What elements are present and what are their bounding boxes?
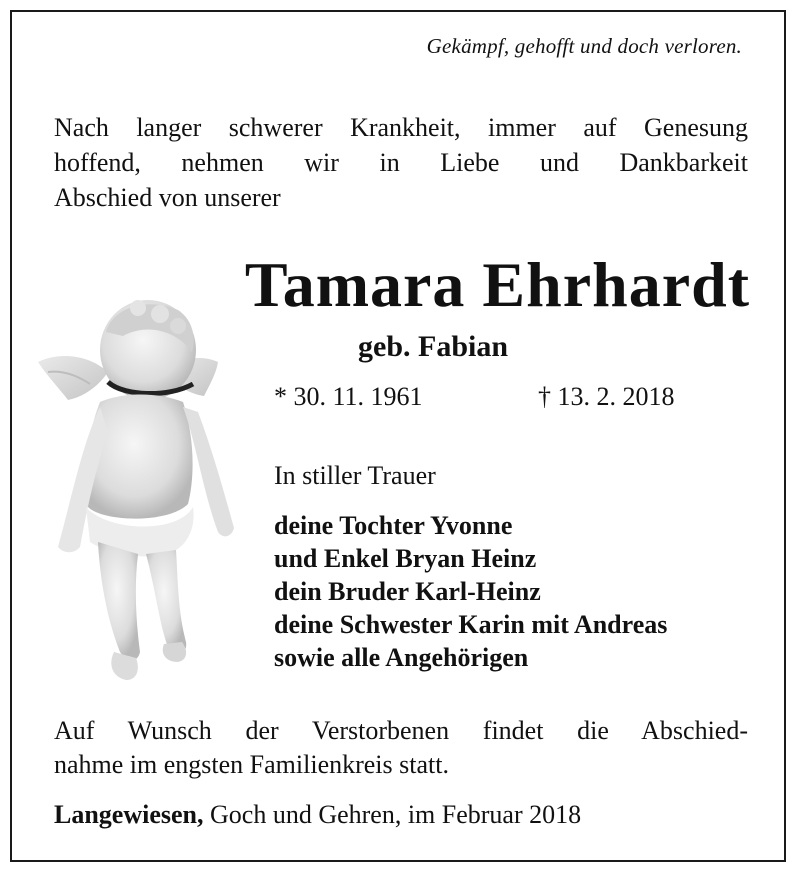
intro-line: Nach langer schwerer Krankheit, immer auf Genesung [54, 113, 748, 142]
angel-figure-icon [28, 292, 238, 692]
deceased-name: Tamara Ehrhardt [244, 249, 750, 320]
maiden-name: geb. Fabian [358, 330, 509, 363]
wish-line: Auf Wunsch der Verstorbenen findet die Abschied- [54, 716, 748, 745]
place-bold: Langewiesen, [54, 800, 204, 829]
family-member: dein Bruder Karl-Heinz [274, 577, 541, 606]
family-member: sowie alle Angehörigen [274, 643, 529, 672]
mourning-line: In stiller Trauer [274, 461, 436, 490]
intro-text [54, 110, 748, 215]
motto: Gekämpf, gehofft und doch verloren. [426, 34, 742, 58]
family-member: deine Schwester Karin mit Andreas [274, 610, 668, 639]
family-list [274, 509, 667, 674]
obituary-notice [10, 10, 786, 862]
death-date: † 13. 2. 2018 [538, 382, 675, 411]
family-member: deine Tochter Yvonne [274, 511, 513, 540]
family-member: und Enkel Bryan Heinz [274, 544, 537, 573]
place-rest: Goch und Gehren, im Februar 2018 [203, 800, 582, 829]
wish-line: nahme im engsten Familienkreis statt. [54, 750, 449, 779]
intro-line: Abschied von unserer [54, 183, 281, 212]
life-dates [274, 382, 675, 412]
place-and-date [54, 800, 581, 830]
birth-date: * 30. 11. 1961 [274, 382, 423, 411]
intro-line: hoffend, nehmen wir in Liebe und Dankbarkeit [54, 148, 748, 177]
farewell-wish [54, 714, 748, 782]
